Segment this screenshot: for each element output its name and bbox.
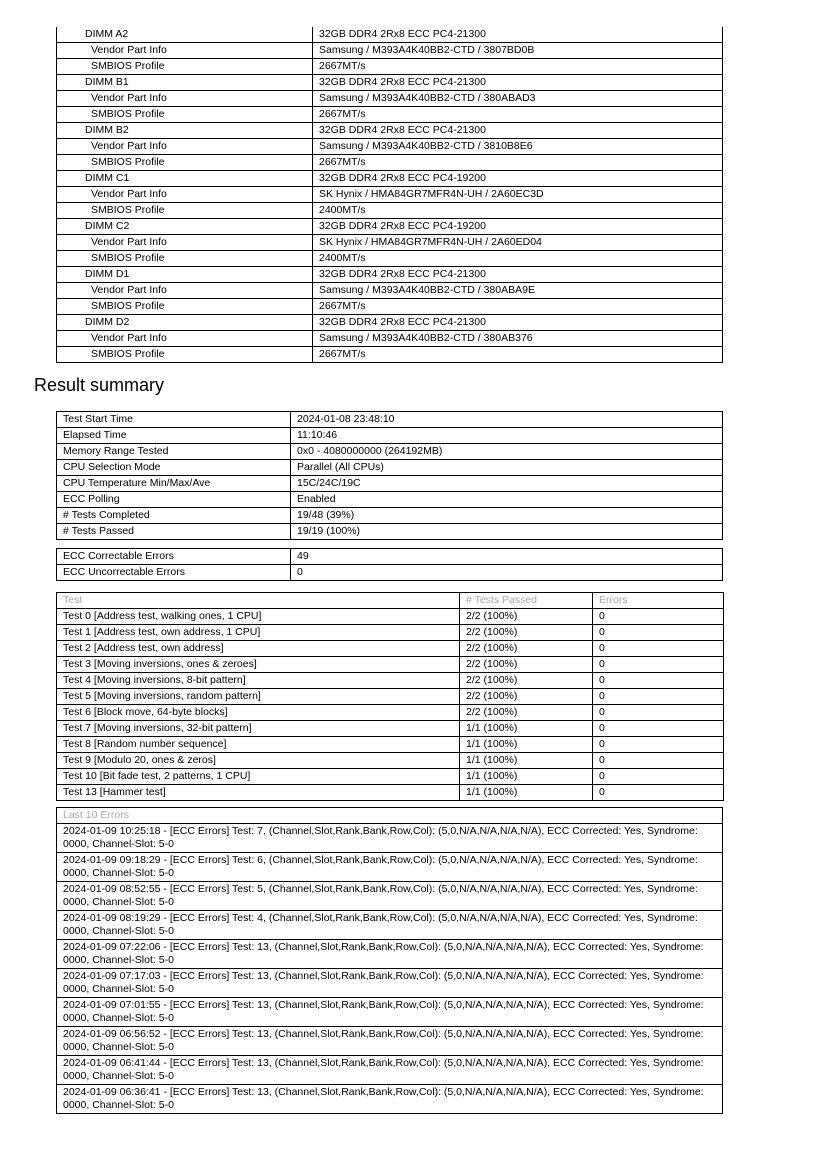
dimm-value: Samsung / M393A4K40BB2-CTD / 380AB376 [313,331,723,347]
error-entry: 2024-01-09 08:52:55 - [ECC Errors] Test: 5, (Channel,Slot,Rank,Bank,Row,Col): (5,0,N/A,N/A,N/A,N/A), ECC Corrected: Yes, Syndrome: 0000, Channel-Slot: 5-0 [57,882,723,911]
test-passed: 2/2 (100%) [460,609,593,625]
test-row [57,769,724,785]
test-passed: 1/1 (100%) [460,753,593,769]
test-name: Test 3 [Moving inversions, ones & zeroes] [57,657,460,673]
test-passed: 2/2 (100%) [460,657,593,673]
dimm-value: 2667MT/s [313,299,723,315]
summary-label: CPU Temperature Min/Max/Ave [57,476,291,492]
dimm-row [57,267,723,283]
error-entry: 2024-01-09 07:01:55 - [ECC Errors] Test: 13, (Channel,Slot,Rank,Bank,Row,Col): (5,0,N/A,N/A,N/A,N/A), ECC Corrected: Yes, Syndrome: 0000, Channel-Slot: 5-0 [57,998,723,1027]
error-entry: 2024-01-09 10:25:18 - [ECC Errors] Test: 7, (Channel,Slot,Rank,Bank,Row,Col): (5,0,N/A,N/A,N/A,N/A), ECC Corrected: Yes, Syndrome: 0000, Channel-Slot: 5-0 [57,824,723,853]
test-row [57,657,724,673]
test-passed: 2/2 (100%) [460,641,593,657]
dimm-label: SMBIOS Profile [57,107,313,123]
dimm-value: 32GB DDR4 2Rx8 ECC PC4-21300 [313,27,723,43]
test-name: Test 2 [Address test, own address] [57,641,460,657]
test-errors: 0 [593,609,724,625]
dimm-row [57,347,723,363]
test-name: Test 9 [Modulo 20, ones & zeros] [57,753,460,769]
summary-value: 19/48 (39%) [291,508,723,524]
summary-value: 19/19 (100%) [291,524,723,540]
dimm-row [57,171,723,187]
summary-row [57,412,723,428]
test-row [57,689,724,705]
dimm-label: SMBIOS Profile [57,347,313,363]
test-name: Test 8 [Random number sequence] [57,737,460,753]
summary-label: ECC Polling [57,492,291,508]
summary-value: 0x0 - 4080000000 (264192MB) [291,444,723,460]
dimm-info-table [56,27,723,363]
test-passed: 2/2 (100%) [460,689,593,705]
dimm-value: 2667MT/s [313,107,723,123]
test-passed: 2/2 (100%) [460,705,593,721]
header-last-10-errors: Last 10 Errors [57,808,723,824]
summary-label: Test Start Time [57,412,291,428]
test-row [57,705,724,721]
summary-row [57,508,723,524]
error-row [57,911,723,940]
dimm-label: SMBIOS Profile [57,203,313,219]
dimm-label: DIMM B1 [57,75,313,91]
summary-row [57,460,723,476]
dimm-label: Vendor Part Info [57,283,313,299]
test-errors: 0 [593,705,724,721]
ecc-label: ECC Uncorrectable Errors [57,565,291,581]
dimm-label: Vendor Part Info [57,235,313,251]
error-entry: 2024-01-09 06:41:44 - [ECC Errors] Test: 13, (Channel,Slot,Rank,Bank,Row,Col): (5,0,N/A,N/A,N/A,N/A), ECC Corrected: Yes, Syndrome: 0000, Channel-Slot: 5-0 [57,1056,723,1085]
dimm-label: SMBIOS Profile [57,299,313,315]
error-row [57,1085,723,1114]
last-errors-header-row [57,808,723,824]
test-errors: 0 [593,737,724,753]
test-name: Test 7 [Moving inversions, 32-bit pattern] [57,721,460,737]
ecc-errors-table [56,548,723,581]
dimm-row [57,315,723,331]
dimm-row [57,283,723,299]
test-passed: 1/1 (100%) [460,721,593,737]
error-entry: 2024-01-09 07:17:03 - [ECC Errors] Test: 13, (Channel,Slot,Rank,Bank,Row,Col): (5,0,N/A,N/A,N/A,N/A), ECC Corrected: Yes, Syndrome: 0000, Channel-Slot: 5-0 [57,969,723,998]
dimm-row [57,91,723,107]
test-results-table [56,592,724,801]
summary-value: Parallel (All CPUs) [291,460,723,476]
dimm-row [57,331,723,347]
dimm-label: SMBIOS Profile [57,155,313,171]
summary-value: 11:10:46 [291,428,723,444]
error-row [57,1027,723,1056]
test-name: Test 5 [Moving inversions, random pattern] [57,689,460,705]
test-errors: 0 [593,753,724,769]
test-row [57,753,724,769]
summary-value: 15C/24C/19C [291,476,723,492]
test-errors: 0 [593,689,724,705]
test-row [57,673,724,689]
header-tests-passed: # Tests Passed [460,593,593,609]
dimm-label: DIMM C1 [57,171,313,187]
test-name: Test 4 [Moving inversions, 8-bit pattern] [57,673,460,689]
dimm-value: 32GB DDR4 2Rx8 ECC PC4-19200 [313,219,723,235]
test-errors: 0 [593,785,724,801]
dimm-value: 32GB DDR4 2Rx8 ECC PC4-19200 [313,171,723,187]
ecc-row [57,565,723,581]
dimm-value: Samsung / M393A4K40BB2-CTD / 3807BD0B [313,43,723,59]
ecc-label: ECC Correctable Errors [57,549,291,565]
dimm-value: 2667MT/s [313,347,723,363]
test-errors: 0 [593,657,724,673]
ecc-row [57,549,723,565]
dimm-row [57,299,723,315]
dimm-row [57,75,723,91]
dimm-label: DIMM A2 [57,27,313,43]
dimm-row [57,43,723,59]
error-row [57,824,723,853]
error-row [57,998,723,1027]
dimm-label: Vendor Part Info [57,139,313,155]
dimm-value: 2667MT/s [313,59,723,75]
test-errors: 0 [593,721,724,737]
dimm-value: SK Hynix / HMA84GR7MFR4N-UH / 2A60EC3D [313,187,723,203]
error-row [57,1056,723,1085]
summary-value: Enabled [291,492,723,508]
test-passed: 1/1 (100%) [460,769,593,785]
dimm-row [57,155,723,171]
dimm-value: 32GB DDR4 2Rx8 ECC PC4-21300 [313,75,723,91]
dimm-row [57,107,723,123]
dimm-value: SK Hynix / HMA84GR7MFR4N-UH / 2A60ED04 [313,235,723,251]
test-name: Test 10 [Bit fade test, 2 patterns, 1 CPU] [57,769,460,785]
summary-row [57,492,723,508]
result-summary-heading: Result summary [34,375,165,395]
summary-label: Elapsed Time [57,428,291,444]
error-entry: 2024-01-09 06:36:41 - [ECC Errors] Test: 13, (Channel,Slot,Rank,Bank,Row,Col): (5,0,N/A,N/A,N/A,N/A), ECC Corrected: Yes, Syndrome: 0000, Channel-Slot: 5-0 [57,1085,723,1114]
dimm-row [57,139,723,155]
summary-label: CPU Selection Mode [57,460,291,476]
dimm-label: SMBIOS Profile [57,59,313,75]
dimm-value: 2400MT/s [313,203,723,219]
dimm-label: Vendor Part Info [57,331,313,347]
dimm-value: 32GB DDR4 2Rx8 ECC PC4-21300 [313,123,723,139]
error-entry: 2024-01-09 09:18:29 - [ECC Errors] Test: 6, (Channel,Slot,Rank,Bank,Row,Col): (5,0,N/A,N/A,N/A,N/A), ECC Corrected: Yes, Syndrome: 0000, Channel-Slot: 5-0 [57,853,723,882]
test-errors: 0 [593,641,724,657]
dimm-label: Vendor Part Info [57,187,313,203]
dimm-value: Samsung / M393A4K40BB2-CTD / 380ABAD3 [313,91,723,107]
dimm-value: 2667MT/s [313,155,723,171]
test-errors: 0 [593,625,724,641]
summary-label: Memory Range Tested [57,444,291,460]
error-row [57,853,723,882]
dimm-row [57,235,723,251]
test-row [57,625,724,641]
dimm-row [57,203,723,219]
test-errors: 0 [593,673,724,689]
dimm-value: 32GB DDR4 2Rx8 ECC PC4-21300 [313,315,723,331]
test-row [57,721,724,737]
test-row [57,609,724,625]
summary-label: # Tests Passed [57,524,291,540]
dimm-value: 2400MT/s [313,251,723,267]
test-row [57,641,724,657]
test-passed: 2/2 (100%) [460,673,593,689]
error-row [57,940,723,969]
last-errors-table [56,807,723,1114]
dimm-label: Vendor Part Info [57,91,313,107]
header-test: Test [57,593,460,609]
dimm-row [57,123,723,139]
summary-label: # Tests Completed [57,508,291,524]
summary-row [57,476,723,492]
test-passed: 1/1 (100%) [460,737,593,753]
dimm-label: DIMM C2 [57,219,313,235]
dimm-label: SMBIOS Profile [57,251,313,267]
test-passed: 2/2 (100%) [460,625,593,641]
dimm-value: 32GB DDR4 2Rx8 ECC PC4-21300 [313,267,723,283]
summary-row [57,524,723,540]
dimm-label: DIMM D2 [57,315,313,331]
dimm-row [57,59,723,75]
error-entry: 2024-01-09 08:19:29 - [ECC Errors] Test: 4, (Channel,Slot,Rank,Bank,Row,Col): (5,0,N/A,N/A,N/A,N/A), ECC Corrected: Yes, Syndrome: 0000, Channel-Slot: 5-0 [57,911,723,940]
test-row [57,785,724,801]
test-errors: 0 [593,769,724,785]
ecc-value: 49 [291,549,723,565]
dimm-row [57,187,723,203]
dimm-label: DIMM B2 [57,123,313,139]
error-row [57,969,723,998]
dimm-value: Samsung / M393A4K40BB2-CTD / 380ABA9E [313,283,723,299]
dimm-row [57,27,723,43]
summary-row [57,444,723,460]
summary-value: 2024-01-08 23:48:10 [291,412,723,428]
dimm-row [57,251,723,267]
header-errors: Errors [593,593,724,609]
dimm-row [57,219,723,235]
error-entry: 2024-01-09 07:22:06 - [ECC Errors] Test: 13, (Channel,Slot,Rank,Bank,Row,Col): (5,0,N/A,N/A,N/A,N/A), ECC Corrected: Yes, Syndrome: 0000, Channel-Slot: 5-0 [57,940,723,969]
dimm-label: DIMM D1 [57,267,313,283]
ecc-value: 0 [291,565,723,581]
test-name: Test 0 [Address test, walking ones, 1 CPU] [57,609,460,625]
result-summary-table [56,411,723,540]
dimm-value: Samsung / M393A4K40BB2-CTD / 3810B8E6 [313,139,723,155]
error-row [57,882,723,911]
dimm-label: Vendor Part Info [57,43,313,59]
test-name: Test 6 [Block move, 64-byte blocks] [57,705,460,721]
test-row [57,737,724,753]
test-name: Test 13 [Hammer test] [57,785,460,801]
error-entry: 2024-01-09 06:56:52 - [ECC Errors] Test: 13, (Channel,Slot,Rank,Bank,Row,Col): (5,0,N/A,N/A,N/A,N/A), ECC Corrected: Yes, Syndrome: 0000, Channel-Slot: 5-0 [57,1027,723,1056]
test-passed: 1/1 (100%) [460,785,593,801]
test-results-header-row [57,593,724,609]
test-name: Test 1 [Address test, own address, 1 CPU] [57,625,460,641]
summary-row [57,428,723,444]
